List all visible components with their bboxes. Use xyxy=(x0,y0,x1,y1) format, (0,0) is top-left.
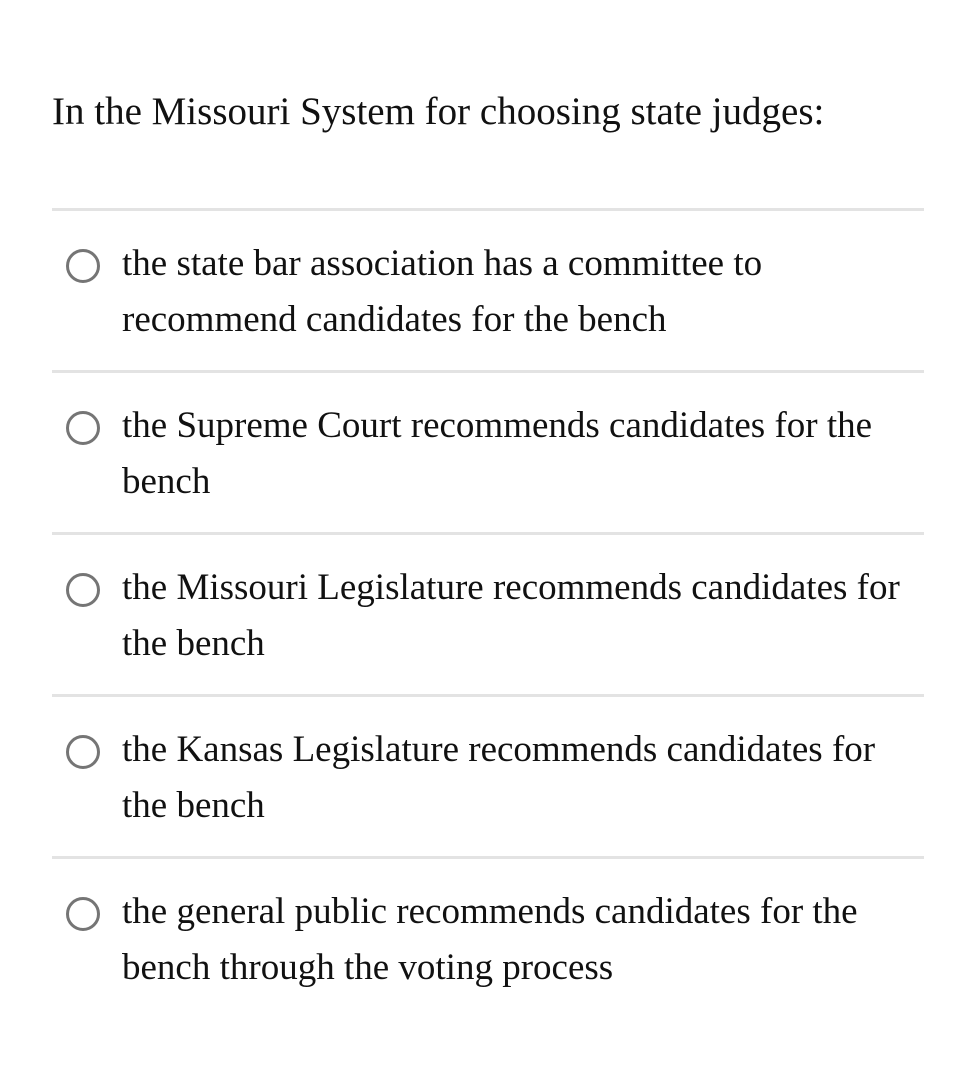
answer-option-4[interactable] xyxy=(52,694,924,856)
answer-option-1[interactable] xyxy=(52,208,924,370)
answer-option-5[interactable] xyxy=(52,856,924,1018)
answer-option-3[interactable] xyxy=(52,532,924,694)
answer-option-label: the general public recommends candidates for the bench through the voting process xyxy=(122,891,858,988)
radio-button-icon[interactable] xyxy=(66,249,100,283)
answer-option-2[interactable] xyxy=(52,370,924,532)
answer-option-label: the Kansas Legislature recommends candidates for the bench xyxy=(122,729,876,826)
answer-option-label: the state bar association has a committee to recommend candidates for the bench xyxy=(122,243,763,340)
radio-button-icon[interactable] xyxy=(66,735,100,769)
radio-button-icon[interactable] xyxy=(66,411,100,445)
question-text: In the Missouri System for choosing state judges: xyxy=(52,90,825,133)
answer-options xyxy=(52,208,924,1018)
answer-option-label: the Missouri Legislature recommends candidates for the bench xyxy=(122,567,900,664)
answer-option-label: the Supreme Court recommends candidates for the bench xyxy=(122,405,873,502)
radio-button-icon[interactable] xyxy=(66,897,100,931)
radio-button-icon[interactable] xyxy=(66,573,100,607)
